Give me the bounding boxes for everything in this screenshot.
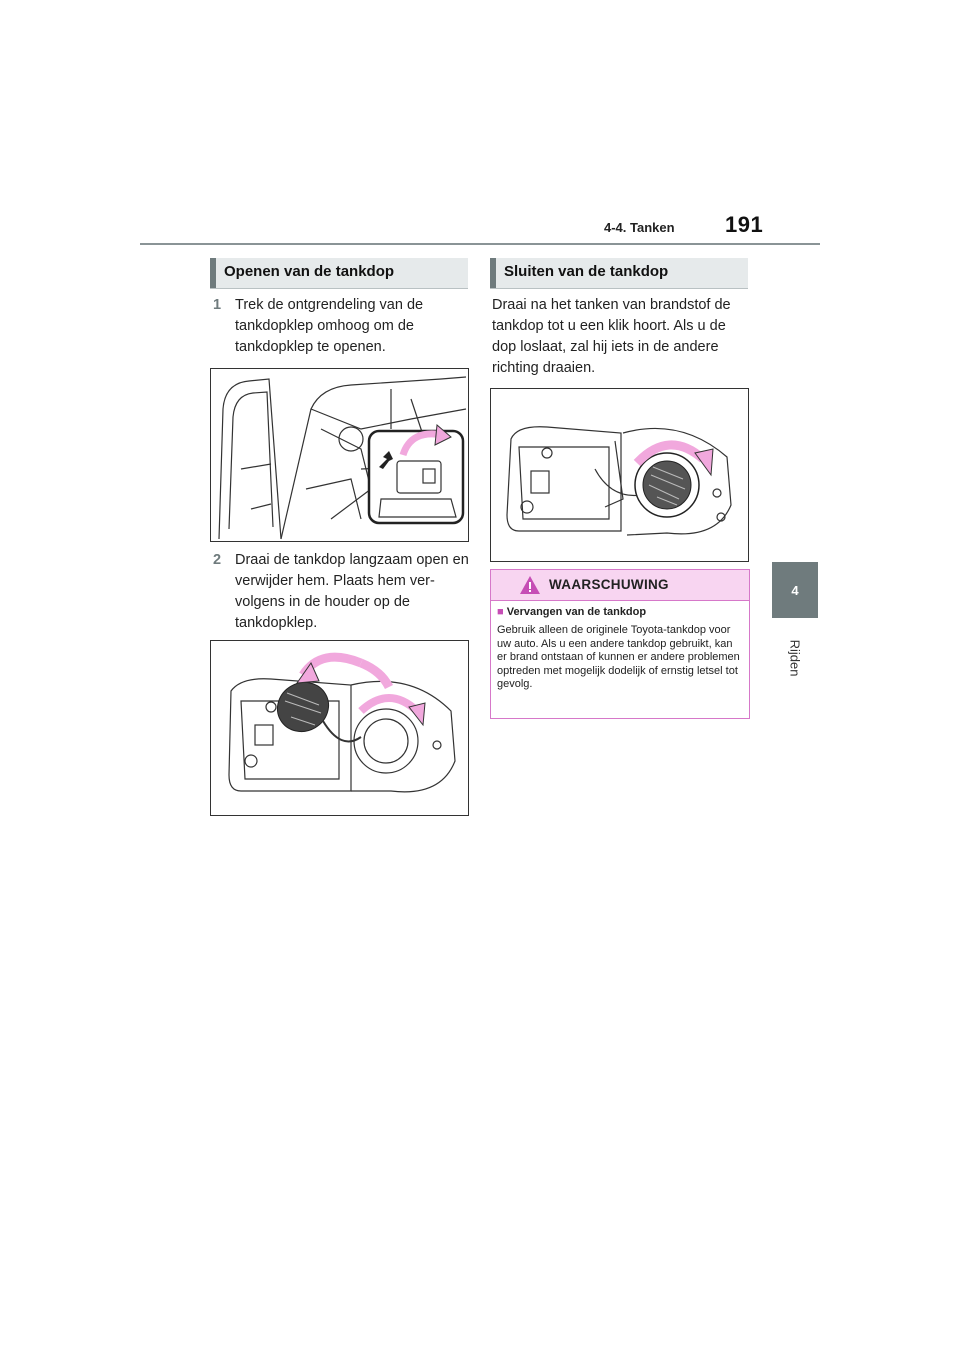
warning-subtitle	[497, 606, 646, 618]
heading-bar	[210, 258, 216, 288]
step-2	[213, 550, 473, 636]
chapter-label	[780, 628, 810, 688]
step-number: 2	[213, 552, 222, 568]
chapter-tab[interactable]: 4	[772, 562, 818, 618]
header-rule	[140, 243, 820, 245]
illustration-door-lever	[210, 368, 469, 542]
warning-subtitle-text: Vervangen van de tankdop	[506, 606, 647, 618]
illustration-cap-removal	[210, 640, 469, 816]
heading-text: Openen van de tankdop	[224, 263, 395, 280]
step-text: Trek de ontgrendeling van de tankdopklep omhoog om de tankdopklep te openen.	[235, 297, 424, 355]
door-lever-drawing	[211, 369, 468, 541]
warning-title: WAARSCHUWING	[549, 577, 669, 592]
section-heading-opening	[210, 258, 468, 289]
warning-body: Gebruik alleen de originele Toyota-tankdop voor uw auto. Als u een andere tankdop gebruikt, kan er brand ontstaan of kunnen er andere problemen optreden met mogelijk dodelijk of ernstig letsel tot gevolg.	[497, 624, 740, 690]
section-label: 4-4. Tanken	[604, 220, 675, 235]
page-number: 191	[725, 212, 764, 237]
step-1	[213, 295, 473, 359]
cap-removal-drawing	[211, 641, 468, 815]
step-text: Draai de tankdop langzaam open en verwijder hem. Plaats hem vervolgens in de houder op de tankdopklep.	[235, 552, 469, 631]
bullet-square-icon: ■	[497, 606, 504, 618]
cap-closing-drawing	[491, 389, 748, 561]
heading-bar	[490, 258, 496, 288]
heading-text: Sluiten van de tankdop	[504, 263, 669, 280]
illustration-cap-closing	[490, 388, 749, 562]
chapter-label-text: Rijden	[787, 639, 803, 677]
warning-header	[491, 570, 749, 601]
warning-triangle-icon	[519, 575, 541, 595]
warning-box	[490, 569, 750, 719]
step-number: 1	[213, 297, 222, 313]
section-heading-closing	[490, 258, 748, 289]
closing-instructions: Draai na het tanken van brandstof de tankdop tot u een klik hoort. Als u de dop loslaat, zal hij iets in de andere richting draaien.	[492, 297, 731, 376]
